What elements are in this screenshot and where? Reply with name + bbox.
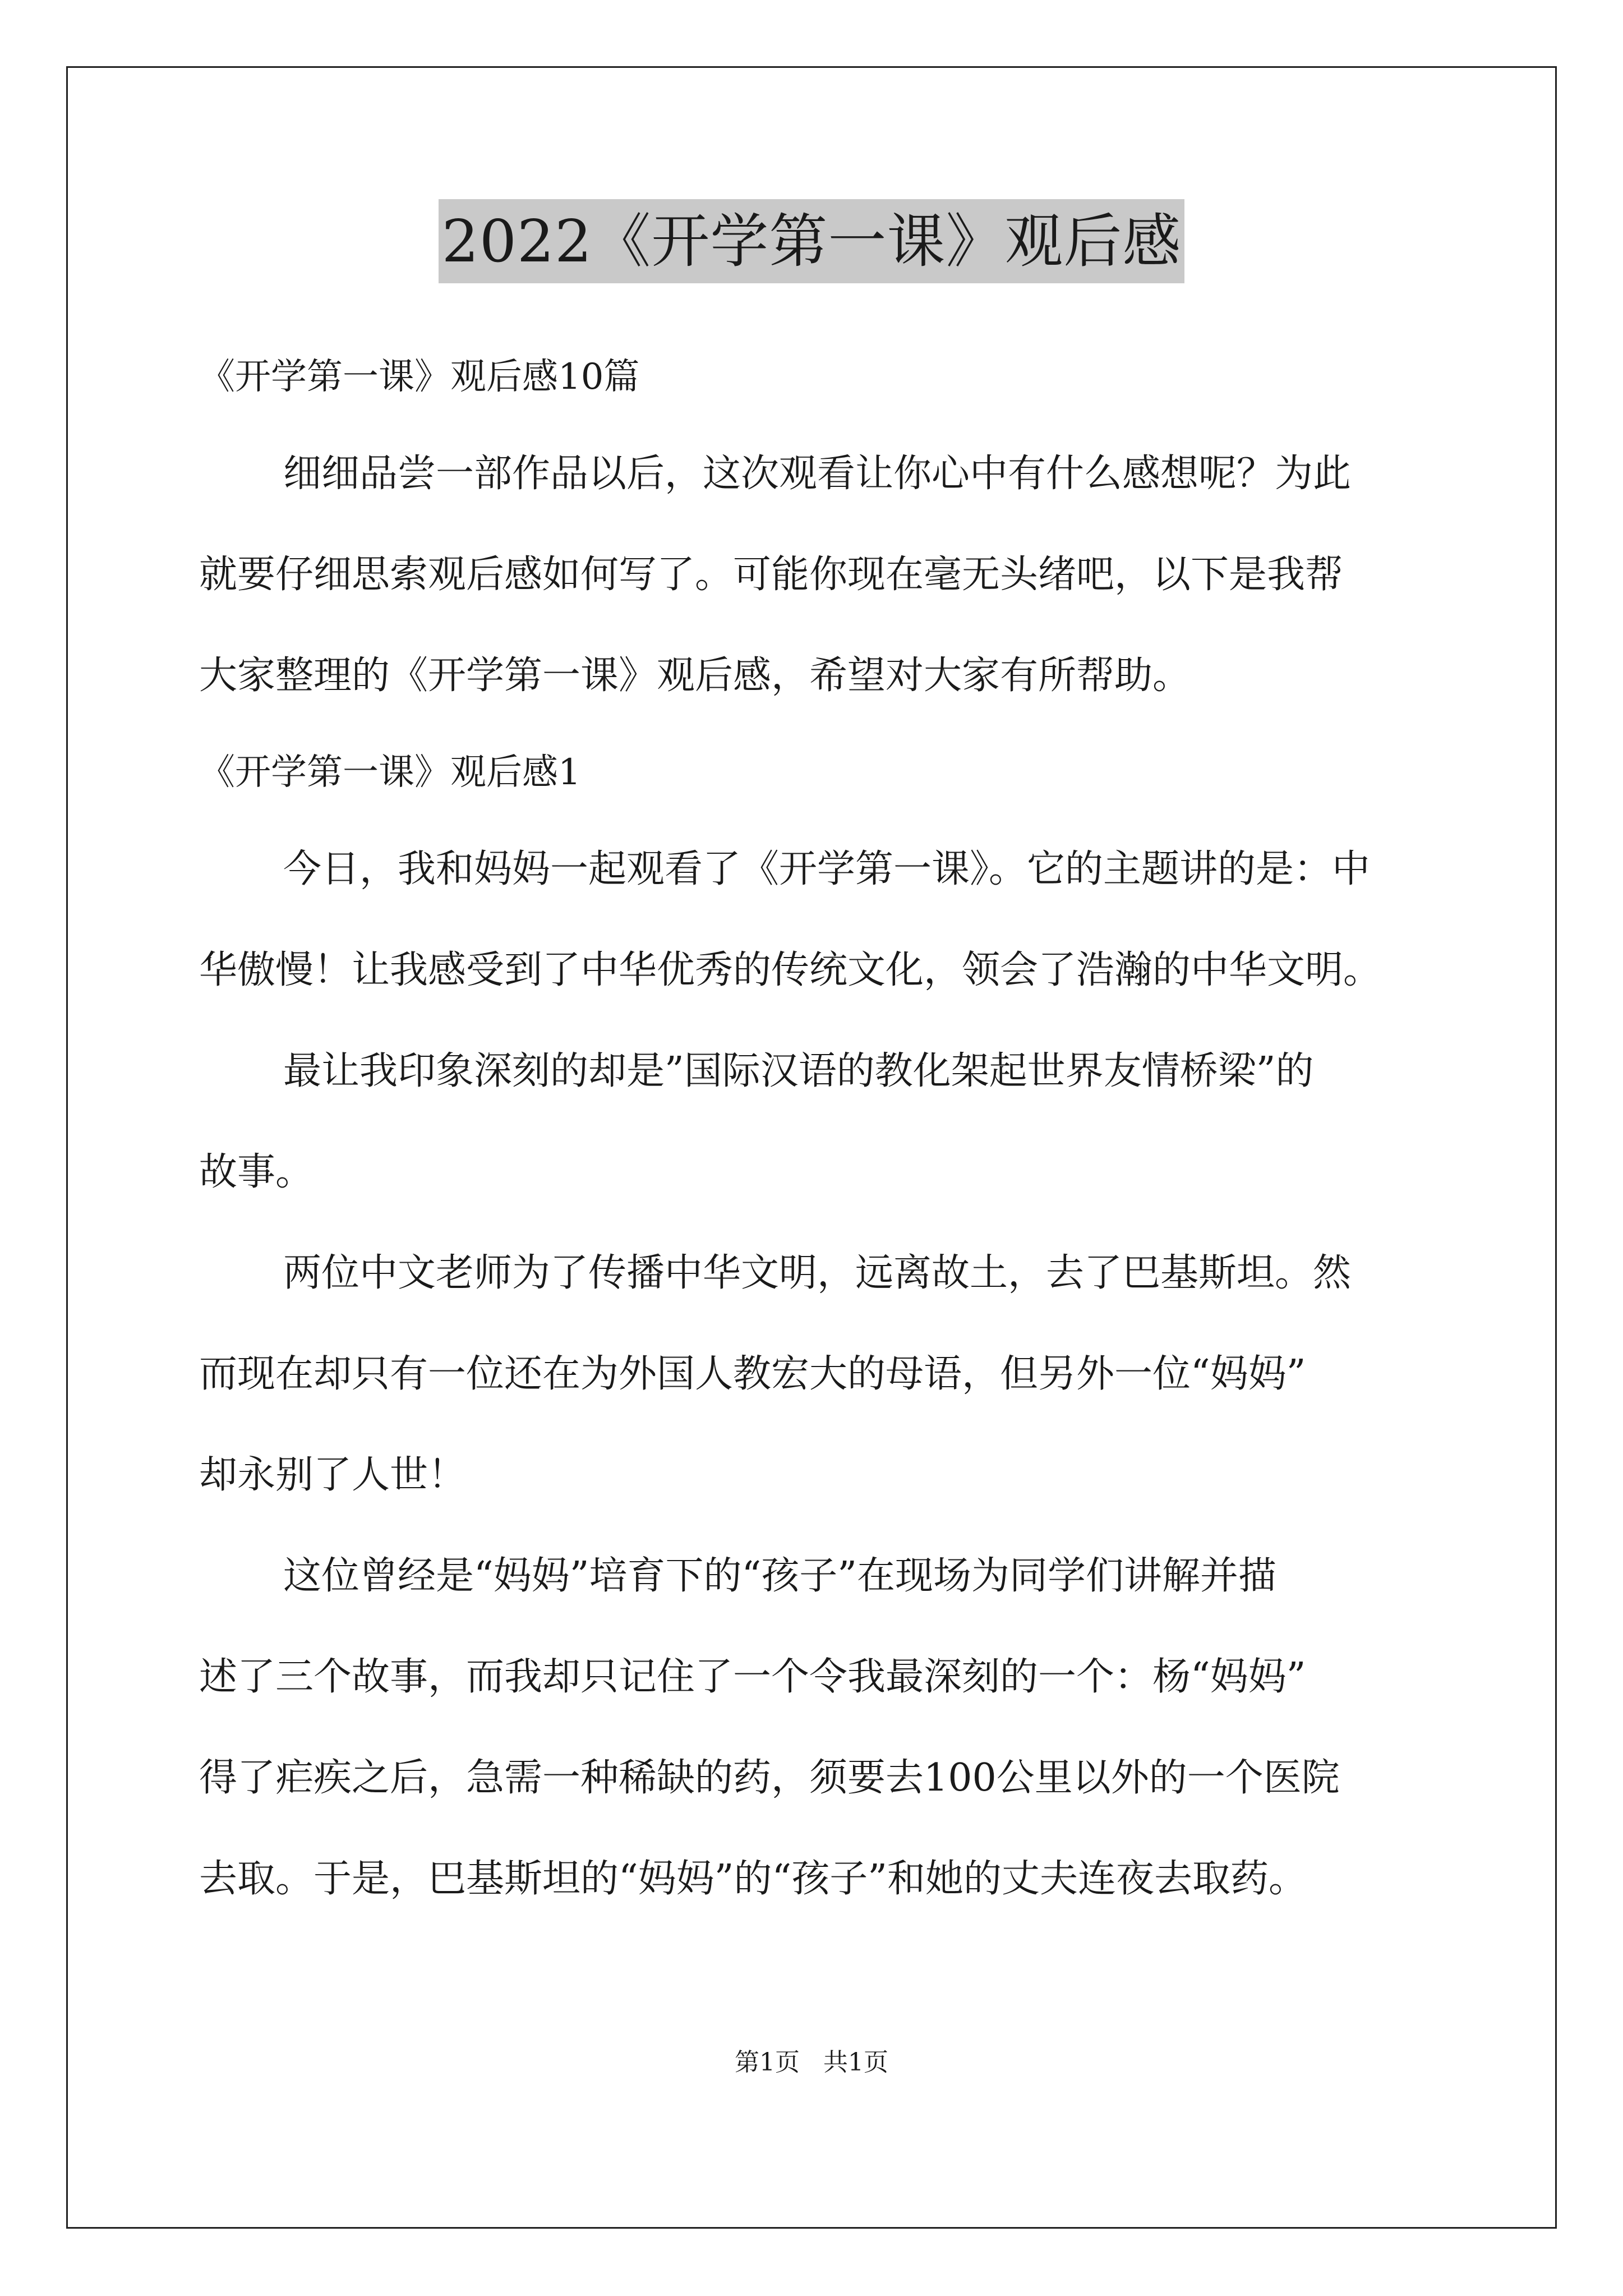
paragraph-line: 去取。于是，巴基斯坦的“妈妈”的“孩子”和她的丈夫连夜去取药。 [199,1857,1307,1901]
paragraph-line: 故事。 [199,1150,314,1194]
paragraph-line: 今日，我和妈妈一起观看了《开学第一课》。它的主题讲的是：中 [283,847,1371,891]
section-heading: 《开学第一课》观后感10篇 [199,356,640,398]
section-heading: 《开学第一课》观后感1 [199,752,581,793]
page-footer: 第1页 共1页 [735,2048,888,2077]
paragraph-line: 而现在却只有一位还在为外国人教宏大的母语，但另外一位“妈妈” [199,1352,1306,1396]
paragraph-line: 这位曾经是“妈妈”培育下的“孩子”在现场为同学们讲解并描 [283,1554,1277,1598]
title-container [0,199,1623,283]
paragraph-line: 得了疟疾之后，急需一种稀缺的药，须要去100公里以外的一个医院 [199,1756,1340,1800]
paragraph-line: 述了三个故事，而我却只记住了一个令我最深刻的一个：杨“妈妈” [199,1655,1306,1699]
paragraph-line: 就要仔细思索观后感如何写了。可能你现在毫无头绪吧，以下是我帮 [199,553,1344,597]
document-title: 2022《开学第一课》观后感 [439,199,1185,283]
paragraph-line: 细细品尝一部作品以后，这次观看让你心中有什么感想呢？为此 [283,452,1352,496]
paragraph-line: 却永别了人世！ [199,1453,467,1497]
paragraph-line: 华傲慢！让我感受到了中华优秀的传统文化，领会了浩瀚的中华文明。 [199,948,1382,992]
document-body [199,331,1455,1930]
paragraph-line: 两位中文老师为了传播中华文明，远离故土，去了巴基斯坦。然 [283,1251,1352,1295]
paragraph-line: 最让我印象深刻的却是”国际汉语的教化架起世界友情桥梁”的 [283,1049,1314,1093]
paragraph-line: 大家整理的《开学第一课》观后感，希望对大家有所帮助。 [199,654,1191,698]
